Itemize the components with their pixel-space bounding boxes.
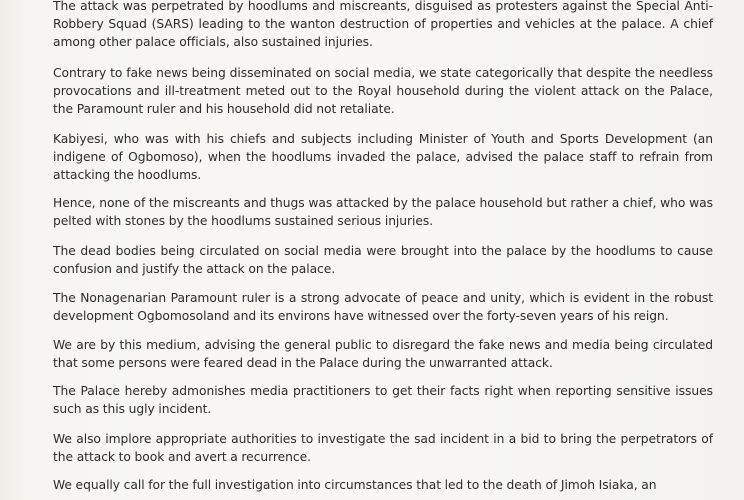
paragraph-1: The attack was perpetrated by hoodlums and miscreants, disguised as protesters against the Special Anti-Robbery Squad (SARS) leading to the wanton destruction of properties and vehicles at the palace. A chief among other palace officials, also sustained injuries. xyxy=(53,0,713,49)
paragraph-2: Contrary to fake news being disseminated on social media, we state categorically that despite the needless provocations and ill-treatment meted out to the Royal household during the violent attack on the Palace, the Paramount ruler and his household did not retaliate. xyxy=(53,66,713,116)
paragraph-8: The Palace hereby admonishes media practitioners to get their facts right when reporting sensitive issues such as this ugly incident. xyxy=(53,384,713,416)
paragraph-9: We also implore appropriate authorities to investigate the sad incident in a bid to bring the perpetrators of the attack to book and avert a recurrence. xyxy=(53,432,713,464)
paragraph-3: Kabiyesi, who was with his chiefs and subjects including Minister of Youth and Sports Development (an indigene of Ogbomoso), when the hoodlums invaded the palace, advised the palace staff to refrain from attacking the hoodlums. xyxy=(53,132,713,182)
paragraph-4: Hence, none of the miscreants and thugs was attacked by the palace household but rather a chief, who was pelted with stones by the hoodlums sustained serious injuries. xyxy=(53,196,713,228)
paragraph-6: The Nonagenarian Paramount ruler is a strong advocate of peace and unity, which is evident in the robust development Ogbomosoland and its environs have witnessed over the forty-seven years of his reign. xyxy=(53,291,713,323)
paragraph-5: The dead bodies being circulated on social media were brought into the palace by the hoodlums to cause confusion and justify the attack on the palace. xyxy=(53,244,713,276)
paragraph-7: We are by this medium, advising the general public to disregard the fake news and media being circulated that some persons were feared dead in the Palace during the unwarranted attack. xyxy=(53,338,713,370)
paragraph-10: We equally call for the full investigation into circumstances that led to the death of Jimoh Isiaka, an xyxy=(53,478,657,492)
